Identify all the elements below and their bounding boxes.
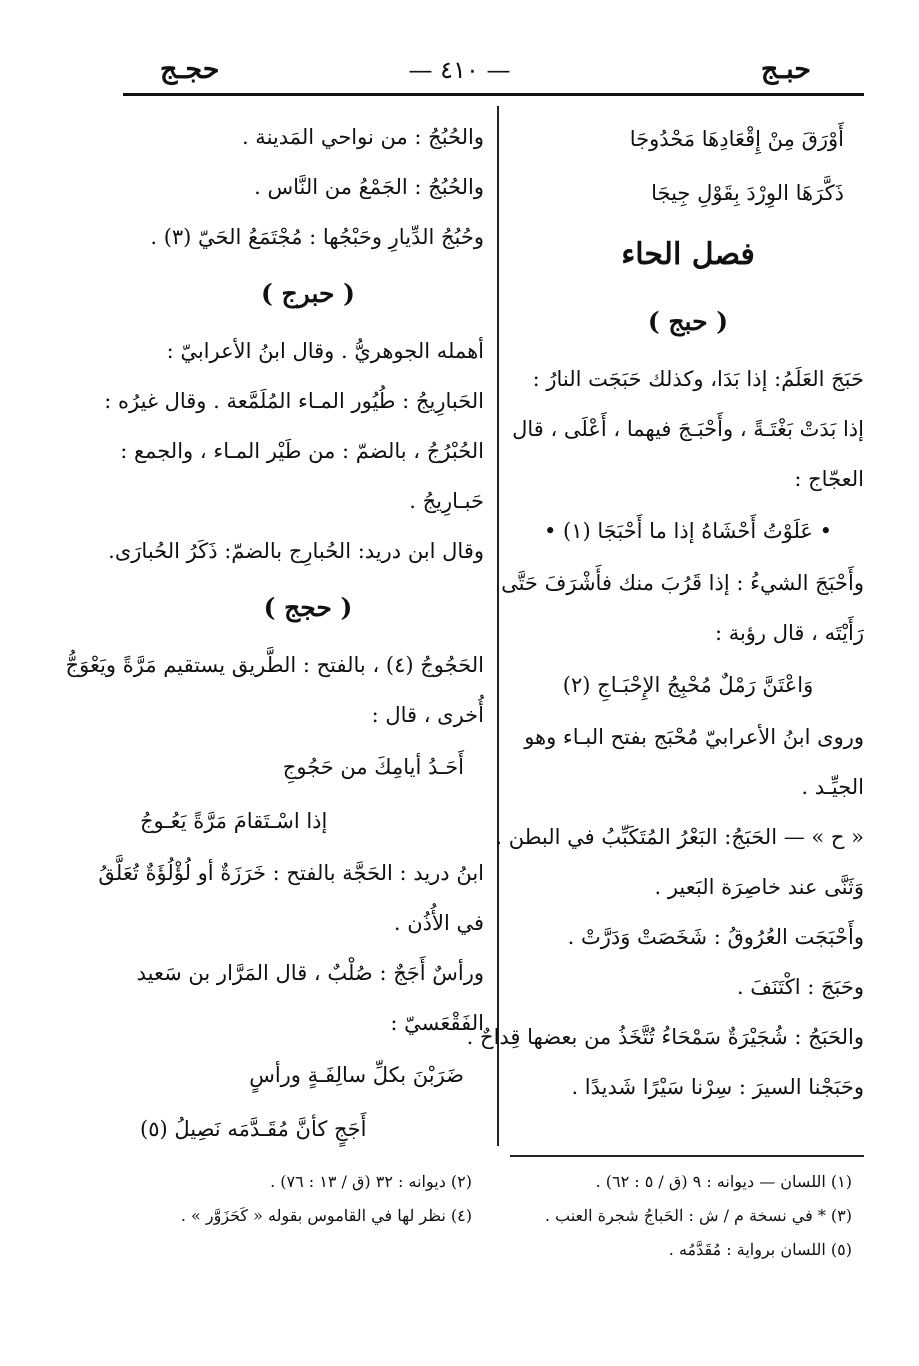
column-divider	[497, 106, 499, 1146]
footnote: (٢) ديوانه : ٣٢ (ق / ١٣ : ٧٦) .	[270, 1172, 472, 1191]
text-line: وروى ابنُ الأعرابيّ مُحْبَج بفتح البـاء وهو	[524, 725, 864, 749]
entry-heading: ( حبج )	[647, 307, 729, 336]
text-line: حَبـارِيجُ .	[409, 489, 484, 513]
text-line: « ح » — الحَبَجُ: البَعْرُ المُتَكَبِّبُ في البطن .	[495, 825, 864, 849]
footnotes-right	[512, 1165, 852, 1267]
footnotes-left	[132, 1165, 472, 1233]
verse-line: ضَرَبْنَ بكلِّ سالِفَـةٍ ورأسٍ	[249, 1063, 464, 1087]
text-line: وقال ابن دريد: الحُبارِج بالضمّ: ذَكَرُ الحُبارَى.	[108, 539, 484, 563]
verse-line: إذا اسْـتَقامَ مَرَّةً يَعُـوجُ	[140, 809, 328, 833]
section-title: فصل الحاء	[621, 237, 755, 272]
footnote: (٥) اللسان برواية : مُقَدَّمُه .	[668, 1240, 852, 1259]
text-line: وَثَنَّى عند خاصِرَة البَعير .	[654, 875, 864, 899]
text-line: والحُبُجُ : الجَمْعُ من النَّاس .	[254, 175, 484, 199]
text-line: وحَبَجَ : اكْتَنَفَ .	[736, 975, 864, 999]
verse-line: أَحَـدُ أيامِكَ من حَجُوجِ	[282, 755, 464, 779]
text-line: الفَقْعَسيّ :	[390, 1011, 484, 1035]
text-line: وأَحْبَجَت العُرُوقُ : شَخَصَتْ وَدَرَّتْ .	[567, 925, 864, 949]
verse-line: • عَلَوْتُ أَحْشَاهُ إذا ما أَحْبَجَا (١) •	[543, 519, 832, 543]
text-line: والحَبَجُ : شُجَيْرَةٌ سَمْحَاءُ تُتَّخَذُ من بعضها قِداحٌ .	[466, 1025, 864, 1049]
footnote-rule	[510, 1155, 864, 1157]
footnote: (٤) نظر لها في القاموس بقوله « كَحَزَوَّر » .	[180, 1206, 472, 1225]
page-number: — ٤١٠ —	[408, 56, 511, 84]
verse-line: أَوْرَقَ مِنْ إِقْعَادِهَا مَحْدُوجَا	[629, 127, 844, 151]
text-line: الحَجُوجُ (٤) ، بالفتح : الطَّريق يستقيم مَرَّةً ويَعْوَجُّ	[65, 653, 484, 677]
text-line: رَأَيْتَه ، قال رؤبة :	[714, 621, 864, 645]
text-line: والحُبُجُ : من نواحي المَدينة .	[241, 125, 484, 149]
left-column	[65, 112, 484, 1156]
text-line: الحَبارِيجُ : طُيُور المـاء المُلَمَّعة . وقال غيرُه :	[104, 389, 484, 413]
header-rule	[123, 93, 864, 96]
header-right-word: حبـج	[760, 54, 811, 85]
text-line: إذا بَدَتْ بَغْتَـةً ، وأَحْبَـجَ فيهما ، أَعْلَى ، قال	[512, 417, 864, 441]
entry-heading: ( حجج )	[263, 593, 353, 622]
text-line: حَبَجَ العَلَمُ: إذا بَدَا، وكذلك حَبَجَت النارُ :	[532, 367, 864, 391]
text-line: ورأسٌ أَجَجٌ : صُلْبٌ ، قال المَرَّار بن سَعيد	[136, 961, 484, 985]
verse-line: أَجَجٍ كأنَّ مُقَـدَّمَه نَصِيلُ (٥)	[140, 1117, 367, 1141]
entry-heading: ( حبرج )	[261, 279, 355, 308]
text-line: العجّاج :	[794, 467, 864, 491]
text-line: أُخرى ، قال :	[371, 703, 484, 727]
text-line: وحَبَجْنا السيرَ : سِرْنا سَيْرًا شَديدًا .	[571, 1075, 864, 1099]
header-left-word: حجـج	[160, 54, 220, 85]
text-line: وحُبُجُ الدِّيارِ وحَبْجُها : مُجْتَمَعُ الحَيّ (٣) .	[150, 225, 484, 249]
verse-line: وَاعْتَنَّ رَمْلٌ مُحْبِجُ الإِحْبَـاجِ (٢)	[562, 673, 814, 697]
text-line: الجيِّـد .	[801, 775, 864, 799]
right-column	[466, 112, 864, 1112]
footnote: (٣) * في نسخة م / ش : الحَباجُ شجرة العنب .	[544, 1206, 852, 1225]
text-line: ابنُ دريد : الحَجَّة بالفتح : خَرَزَةٌ أو لُؤْلُؤَةٌ تُعَلَّقُ	[98, 861, 484, 885]
text-line: وأَحْبَجَ الشيءُ : إذا قَرُبَ منك فأَشْرَفَ حَتَّى	[501, 571, 864, 595]
verse-line: ذَكَّرَهَا الوِرْدَ بِقَوْلِ جِيجَا	[651, 181, 844, 205]
text-line: أهمله الجوهريُّ . وقال ابنُ الأعرابيّ :	[166, 339, 484, 363]
text-line: في الأُذُن .	[393, 911, 484, 935]
text-line: الحُبْرُجُ ، بالضمّ : من طَيْر المـاء ، والجمع :	[120, 439, 484, 463]
footnote: (١) اللسان — ديوانه : ٩ (ق / ٥ : ٦٢) .	[595, 1172, 852, 1191]
